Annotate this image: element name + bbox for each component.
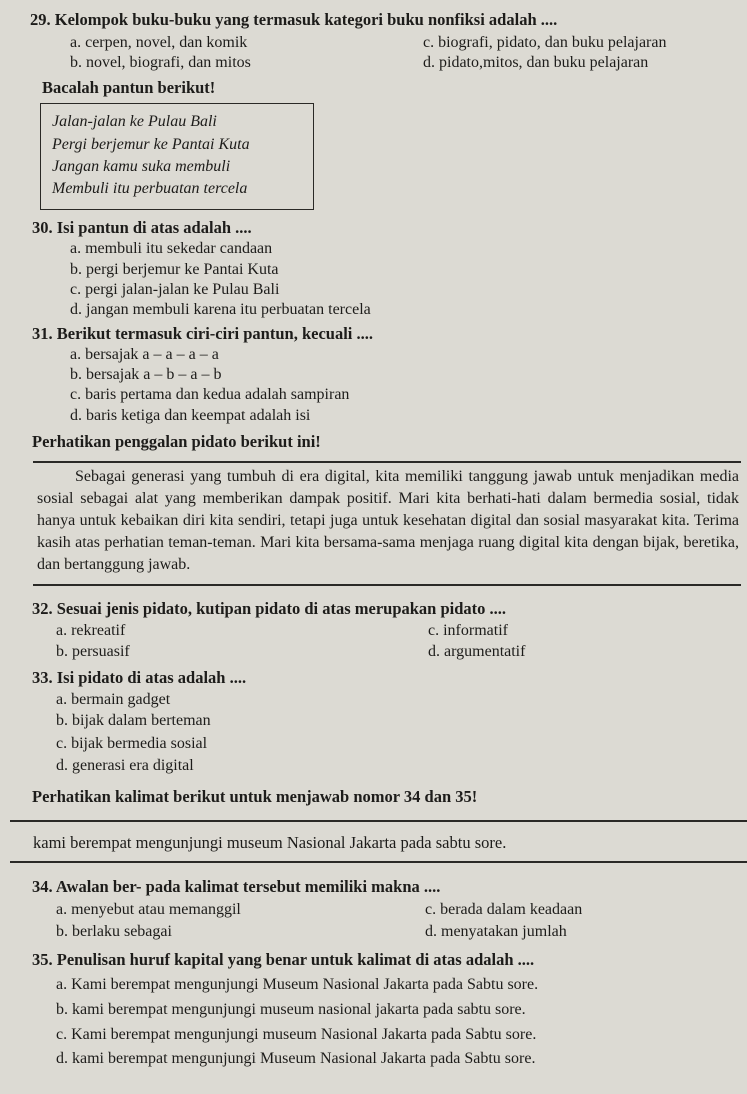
- q33-option-a[interactable]: a. bermain gadget: [56, 691, 171, 708]
- q31-option-b[interactable]: b. bersajak a – b – a – b: [70, 366, 222, 383]
- pidato-top-rule: [33, 461, 741, 463]
- kalimat-top-rule: [10, 820, 747, 822]
- pidato-bottom-rule: [33, 584, 741, 586]
- question-32: 32. Sesuai jenis pidato, kutipan pidato di atas merupakan pidato ....: [32, 599, 507, 618]
- q32-option-b[interactable]: b. persuasif: [56, 643, 130, 660]
- kalimat-text: kami berempat mengunjungi museum Nasional Jakarta pada sabtu sore.: [33, 833, 507, 852]
- q35-option-a[interactable]: a. Kami berempat mengunjungi Museum Nasional Jakarta pada Sabtu sore.: [56, 976, 539, 993]
- question-29: 29. Kelompok buku-buku yang termasuk kategori buku nonfiksi adalah ....: [30, 10, 558, 29]
- pantun-line-4: Membuli itu perbuatan tercela: [52, 180, 248, 197]
- q29-option-d[interactable]: d. pidato,mitos, dan buku pelajaran: [423, 54, 649, 71]
- pidato-heading: Perhatikan penggalan pidato berikut ini!: [32, 432, 321, 451]
- q33-option-c[interactable]: c. bijak bermedia sosial: [56, 735, 208, 752]
- q34-option-a[interactable]: a. menyebut atau memanggil: [56, 901, 241, 918]
- q29-option-c[interactable]: c. biografi, pidato, dan buku pelajaran: [423, 34, 667, 51]
- q35-option-d[interactable]: d. kami berempat mengunjungi Museum Nasional Jakarta pada Sabtu sore.: [56, 1050, 536, 1067]
- kalimat-heading: Perhatikan kalimat berikut untuk menjawab nomor 34 dan 35!: [32, 787, 478, 806]
- kalimat-bottom-rule: [10, 861, 747, 863]
- q31-option-c[interactable]: c. baris pertama dan kedua adalah sampiran: [70, 386, 350, 403]
- q34-option-b[interactable]: b. berlaku sebagai: [56, 923, 172, 940]
- question-33: 33. Isi pidato di atas adalah ....: [32, 668, 247, 687]
- q32-option-c[interactable]: c. informatif: [428, 622, 508, 639]
- q33-option-b[interactable]: b. bijak dalam berteman: [56, 712, 211, 729]
- q30-option-c[interactable]: c. pergi jalan-jalan ke Pulau Bali: [70, 281, 280, 298]
- question-35: 35. Penulisan huruf kapital yang benar untuk kalimat di atas adalah ....: [32, 950, 535, 969]
- q34-option-c[interactable]: c. berada dalam keadaan: [425, 901, 583, 918]
- q29-option-a[interactable]: a. cerpen, novel, dan komik: [70, 34, 248, 51]
- q30-option-b[interactable]: b. pergi berjemur ke Pantai Kuta: [70, 261, 279, 278]
- question-30: 30. Isi pantun di atas adalah ....: [32, 218, 252, 237]
- q31-option-a[interactable]: a. bersajak a – a – a – a: [70, 346, 219, 363]
- pantun-line-3: Jangan kamu suka membuli: [52, 158, 231, 175]
- q34-option-d[interactable]: d. menyatakan jumlah: [425, 923, 567, 940]
- pantun-line-2: Pergi berjemur ke Pantai Kuta: [52, 136, 250, 153]
- pidato-text: Sebagai generasi yang tumbuh di era digital, kita memiliki tanggung jawab untuk menjadikan media sosial sebagai alat yang memberikan dampak positif. Mari kita berhati-hati dalam bermedia sosial, tidak hanya untuk kebaikan diri kita sendiri, tetapi juga untuk kesehatan digital dan sosial masyarakat kita. Terima kasih atas perhatian teman-teman. Mari kita bersama-sama menjaga ruang digital kita dengan bijak, beretika, dan bertanggung jawab.: [37, 468, 739, 573]
- q30-option-a[interactable]: a. membuli itu sekedar candaan: [70, 240, 273, 257]
- q35-option-b[interactable]: b. kami berempat mengunjungi museum nasional jakarta pada sabtu sore.: [56, 1001, 526, 1018]
- q29-option-b[interactable]: b. novel, biografi, dan mitos: [70, 54, 251, 71]
- q35-option-c[interactable]: c. Kami berempat mengunjungi museum Nasional Jakarta pada Sabtu sore.: [56, 1026, 537, 1043]
- q32-option-a[interactable]: a. rekreatif: [56, 622, 126, 639]
- q30-option-d[interactable]: d. jangan membuli karena itu perbuatan tercela: [70, 301, 371, 318]
- q32-option-d[interactable]: d. argumentatif: [428, 643, 526, 660]
- q31-option-d[interactable]: d. baris ketiga dan keempat adalah isi: [70, 407, 311, 424]
- question-34: 34. Awalan ber- pada kalimat tersebut memiliki makna ....: [32, 877, 441, 896]
- pantun-line-1: Jalan-jalan ke Pulau Bali: [52, 113, 217, 130]
- pantun-heading: Bacalah pantun berikut!: [42, 78, 216, 97]
- question-31: 31. Berikut termasuk ciri-ciri pantun, kecuali ....: [32, 324, 373, 343]
- q33-option-d[interactable]: d. generasi era digital: [56, 757, 194, 774]
